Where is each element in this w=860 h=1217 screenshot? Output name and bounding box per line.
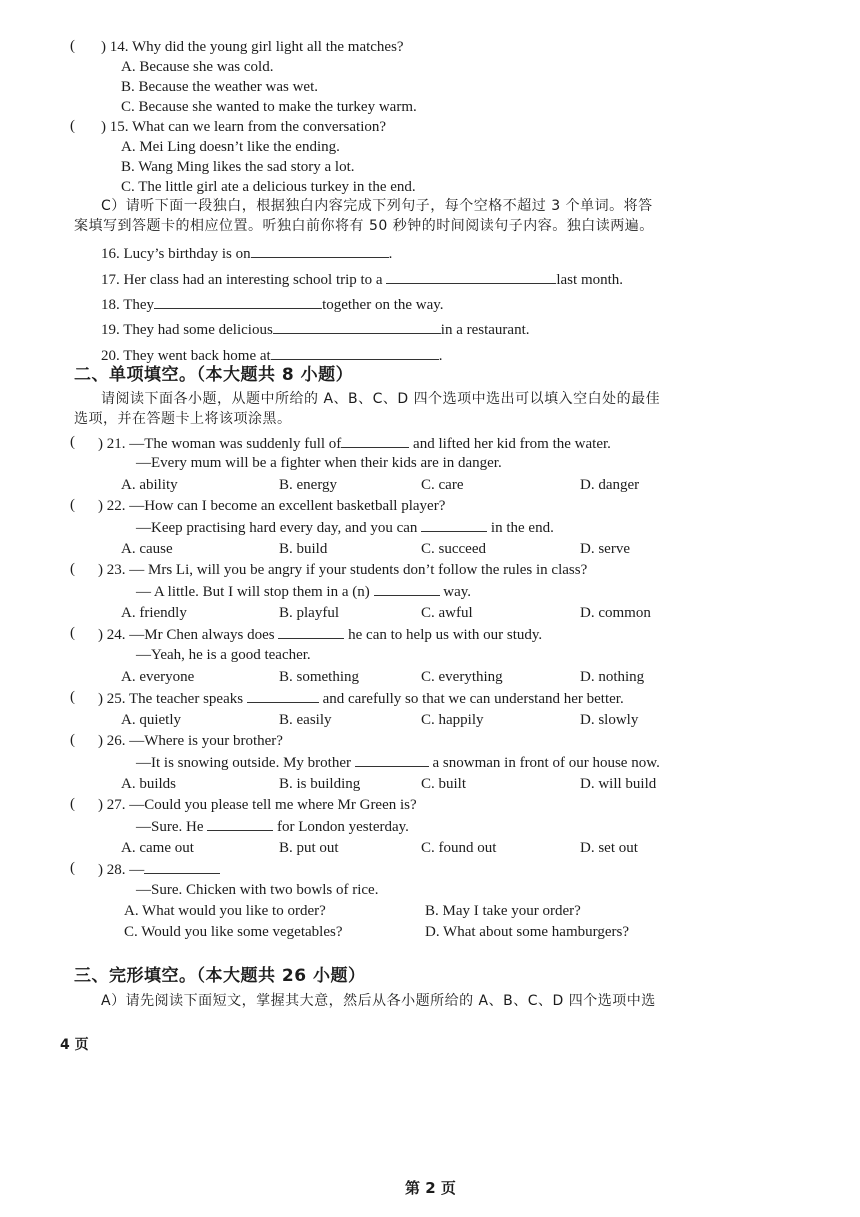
q26-option-b: B. is building (279, 776, 361, 792)
q22-option-c: C. succeed (421, 541, 486, 557)
q25-option-a: A. quietly (121, 712, 181, 728)
section-2-heading: 二、单项填空。（本大题共 8 小题） (74, 365, 354, 385)
answer-blank (421, 518, 487, 532)
q25-option-b: B. easily (279, 712, 332, 728)
answer-blank (278, 625, 344, 639)
answer-paren: ( (70, 38, 75, 54)
q27-option-d: D. set out (580, 840, 638, 856)
q23-option-a: A. friendly (121, 605, 187, 621)
q27-option-b: B. put out (279, 840, 339, 856)
question-24-line1: ) 24. —Mr Chen always does he can to help us with our study. (98, 627, 543, 643)
answer-paren: ( (70, 689, 75, 705)
question-26-line1: ) 26. —Where is your brother? (98, 733, 283, 749)
answer-blank (144, 860, 220, 874)
answer-paren: ( (70, 561, 75, 577)
question-27-line1: ) 27. —Could you please tell me where Mr Green is? (98, 797, 417, 813)
q26-option-a: A. builds (121, 776, 177, 792)
fill-item-16: 16. Lucy’s birthday is on . (101, 246, 393, 262)
q25-option-d: D. slowly (580, 712, 639, 728)
q22-option-b: B. build (279, 541, 328, 557)
q15-option-b: B. Wang Ming likes the sad story a lot. (121, 159, 355, 175)
answer-blank (251, 244, 389, 258)
q24-option-b: B. something (279, 669, 360, 685)
q28-option-d: D. What about some hamburgers? (425, 924, 629, 940)
answer-paren: ( (70, 796, 75, 812)
fill-item-17: 17. Her class had an interesting school trip to a last month. (101, 272, 624, 288)
q15-option-c: C. The little girl ate a delicious turkey in the end. (121, 179, 416, 195)
question-28-line1: ) 28. — (98, 860, 220, 879)
q22-option-d: D. serve (580, 541, 630, 557)
q25-option-c: C. happily (421, 712, 484, 728)
question-28-line2: —Sure. Chicken with two bowls of rice. (136, 882, 379, 898)
q15-option-a: A. Mei Ling doesn’t like the ending. (121, 139, 340, 155)
q23-option-c: C. awful (421, 605, 473, 621)
page-number: 第 2 页 (405, 1179, 456, 1197)
section-2-instruction-line2: 选项，并在答题卡上将该项涂黑。 (74, 411, 292, 427)
answer-blank (247, 689, 319, 703)
section-3-heading: 三、完形填空。（本大题共 26 小题） (74, 966, 366, 986)
q24-option-a: A. everyone (121, 669, 195, 685)
answer-paren: ( (70, 497, 75, 513)
question-22-line1: ) 22. —How can I become an excellent basketball player? (98, 498, 446, 514)
q14-option-c: C. Because she wanted to make the turkey warm. (121, 99, 417, 115)
question-24-line2: —Yeah, he is a good teacher. (136, 647, 311, 663)
q28-option-b: B. May I take your order? (425, 903, 581, 919)
question-25-line1: ) 25. The teacher speaks and carefully so that we can understand her better. (98, 691, 624, 707)
section-3-instruction: A）请先阅读下面短文，掌握其大意，然后从各小题所给的 A、B、C、D 四个选项中选 (101, 993, 656, 1009)
fill-item-20: 20. They went back home at . (101, 348, 443, 364)
q27-option-c: C. found out (421, 840, 497, 856)
answer-blank (341, 434, 409, 448)
question-22-line2: —Keep practising hard every day, and you can in the end. (136, 520, 554, 536)
part-c-instruction-line2: 案填写到答题卡的相应位置。听独白前你将有 50 秒钟的时间阅读句子内容。独白读两遍。 (74, 218, 654, 234)
fill-item-18: 18. They together on the way. (101, 297, 444, 313)
q28-option-c: C. Would you like some vegetables? (124, 924, 343, 940)
answer-blank (355, 753, 429, 767)
q21-option-b: B. energy (279, 477, 338, 493)
answer-blank (273, 320, 441, 334)
q26-option-d: D. will build (580, 776, 657, 792)
q24-option-d: D. nothing (580, 669, 645, 685)
question-14-stem: ) 14. Why did the young girl light all the matches? (101, 39, 404, 55)
q21-option-c: C. care (421, 477, 464, 493)
answer-paren: ( (70, 434, 75, 450)
answer-blank (374, 582, 440, 596)
q28-option-a: A. What would you like to order? (124, 903, 326, 919)
answer-blank (386, 270, 556, 284)
part-c-instruction-line1: C）请听下面一段独白，根据独白内容完成下列句子，每个空格不超过 3 个单词。将答 (101, 198, 653, 214)
q22-option-a: A. cause (121, 541, 173, 557)
question-23-line1: ) 23. — Mrs Li, will you be angry if your students don’t follow the rules in class? (98, 562, 588, 578)
question-27-line2: —Sure. He for London yesterday. (136, 819, 409, 835)
page-fragment-label: 4 页 (60, 1037, 89, 1053)
section-2-instruction-line1: 请阅读下面各小题，从题中所给的 A、B、C、D 四个选项中选出可以填入空白处的最佳 (101, 391, 661, 407)
answer-paren: ( (70, 860, 75, 876)
fill-item-19: 19. They had some delicious in a restaurant. (101, 322, 530, 338)
q14-option-a: A. Because she was cold. (121, 59, 274, 75)
answer-paren: ( (70, 118, 75, 134)
question-23-line2: — A little. But I will stop them in a (n) way. (136, 584, 472, 600)
question-15-stem: ) 15. What can we learn from the conversation? (101, 119, 387, 135)
answer-paren: ( (70, 625, 75, 641)
question-26-line2: —It is snowing outside. My brother a snowman in front of our house now. (136, 755, 660, 771)
answer-blank (154, 295, 322, 309)
q23-option-d: D. common (580, 605, 651, 621)
q23-option-b: B. playful (279, 605, 339, 621)
q14-option-b: B. Because the weather was wet. (121, 79, 319, 95)
q21-option-d: D. danger (580, 477, 640, 493)
answer-blank (207, 817, 273, 831)
question-21-line1: ) 21. —The woman was suddenly full of and lifted her kid from the water. (98, 436, 611, 452)
q26-option-c: C. built (421, 776, 467, 792)
question-21-line2: —Every mum will be a fighter when their kids are in danger. (136, 455, 502, 471)
q21-option-a: A. ability (121, 477, 178, 493)
answer-paren: ( (70, 732, 75, 748)
q24-option-c: C. everything (421, 669, 503, 685)
answer-blank (271, 346, 439, 360)
q27-option-a: A. came out (121, 840, 194, 856)
